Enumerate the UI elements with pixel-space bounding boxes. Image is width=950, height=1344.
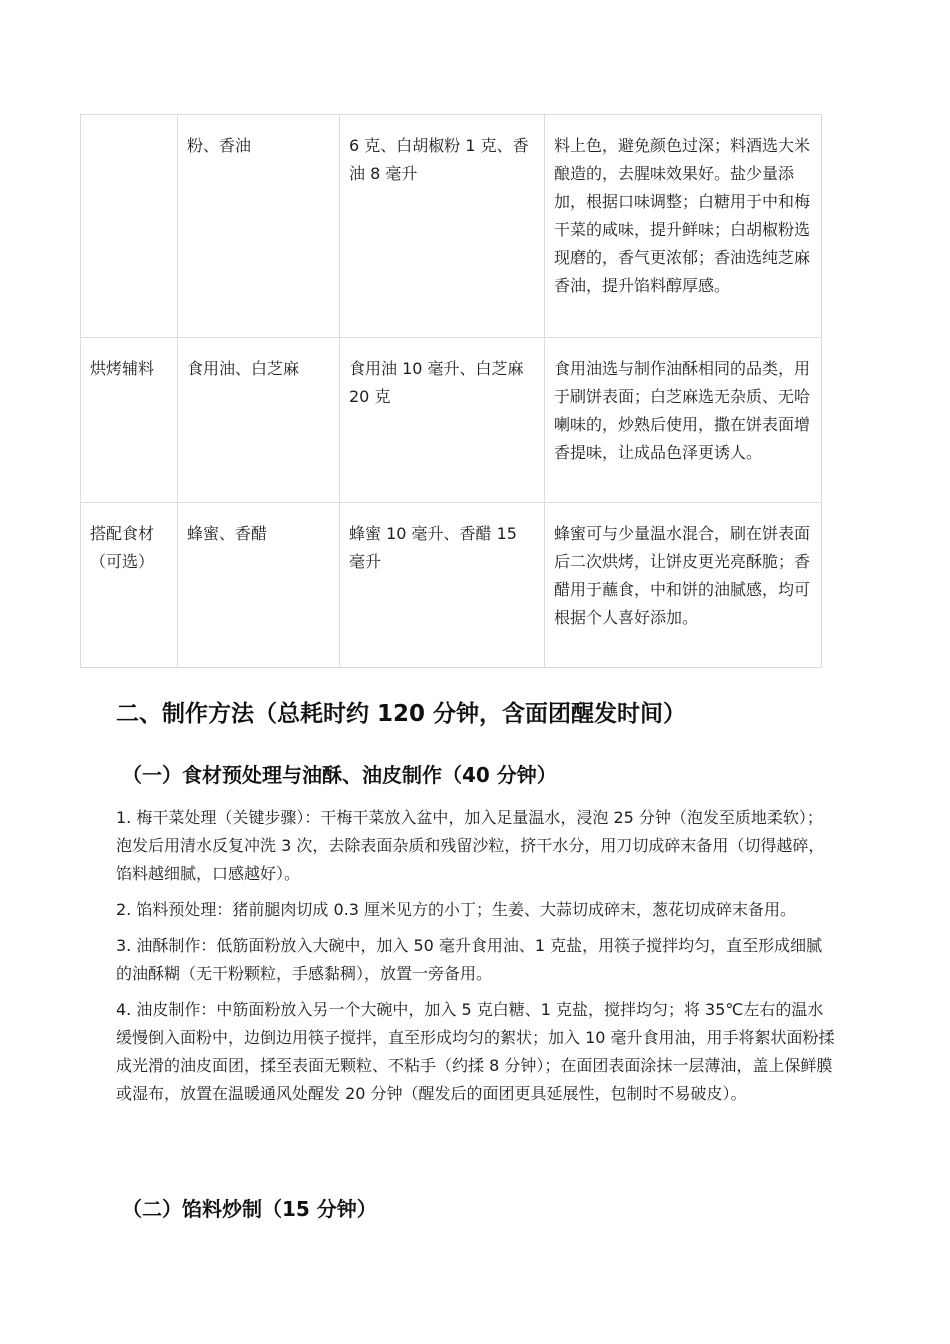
prep-steps <box>116 804 838 1116</box>
table-cell-notes: 蜂蜜可与少量温水混合，刷在饼表面后二次烘烤，让饼皮更光亮酥脆；香醋用于蘸食，中和饼的油腻感，均可根据个人喜好添加。 <box>545 503 822 668</box>
table-cell-notes: 食用油选与制作油酥相同的品类，用于刷饼表面；白芝麻选无杂质、无哈喇味的，炒熟后使用，撒在饼表面增香提味，让成品色泽更诱人。 <box>545 338 822 503</box>
table-cell-category: 烘烤辅料 <box>81 338 178 503</box>
table-cell-quantity: 食用油 10 毫升、白芝麻 20 克 <box>340 338 545 503</box>
subsection-heading-prep: （一）食材预处理与油酥、油皮制作（40 分钟） <box>122 763 557 787</box>
section-heading-method: 二、制作方法（总耗时约 120 分钟，含面团醒发时间） <box>116 701 687 727</box>
table-cell-quantity: 6 克、白胡椒粉 1 克、香油 8 毫升 <box>340 115 545 338</box>
subsection-heading-filling: （二）馅料炒制（15 分钟） <box>122 1197 377 1221</box>
table-row <box>81 503 822 668</box>
step-paragraph: 2. 馅料预处理：猪前腿肉切成 0.3 厘米见方的小丁；生姜、大蒜切成碎末，葱花切成碎末备用。 <box>116 900 796 919</box>
table-row <box>81 115 822 338</box>
table-cell-category <box>81 115 178 338</box>
table-cell-items: 食用油、白芝麻 <box>178 338 340 503</box>
table-cell-category: 搭配食材（可选） <box>81 503 178 668</box>
ingredients-table <box>80 114 822 668</box>
table-cell-items: 蜂蜜、香醋 <box>178 503 340 668</box>
step-paragraph: 4. 油皮制作：中筋面粉放入另一个大碗中，加入 5 克白糖、1 克盐，搅拌均匀；将 35℃左右的温水缓慢倒入面粉中，边倒边用筷子搅拌，直至形成均匀的絮状；加入 10 毫升食用油，用手将絮状面粉揉成光滑的油皮面团，揉至表面无颗粒、不粘手（约揉 8 分钟）；在面团表面涂抹一层薄油，盖上保鲜膜或湿布，放置在温暖通风处醒发 20 分钟（醒发后的面团更具延展性，包制时不易破皮）。 <box>116 1000 835 1103</box>
table-cell-items: 粉、香油 <box>178 115 340 338</box>
table-cell-quantity: 蜂蜜 10 毫升、香醋 15 毫升 <box>340 503 545 668</box>
step-paragraph: 1. 梅干菜处理（关键步骤）：干梅干菜放入盆中，加入足量温水，浸泡 25 分钟（泡发至质地柔软）；泡发后用清水反复冲洗 3 次，去除表面杂质和残留沙粒，挤干水分，用刀切成碎末备用（切得越碎，馅料越细腻，口感越好）。 <box>116 808 825 883</box>
table-cell-notes: 料上色，避免颜色过深；料酒选大米酿造的，去腥味效果好。盐少量添加，根据口味调整；白糖用于中和梅干菜的咸味，提升鲜味；白胡椒粉选现磨的，香气更浓郁；香油选纯芝麻香油，提升馅料醇厚感。 <box>545 115 822 338</box>
step-paragraph: 3. 油酥制作：低筋面粉放入大碗中，加入 50 毫升食用油、1 克盐，用筷子搅拌均匀，直至形成细腻的油酥糊（无干粉颗粒，手感黏稠），放置一旁备用。 <box>116 936 823 983</box>
table-row <box>81 338 822 503</box>
